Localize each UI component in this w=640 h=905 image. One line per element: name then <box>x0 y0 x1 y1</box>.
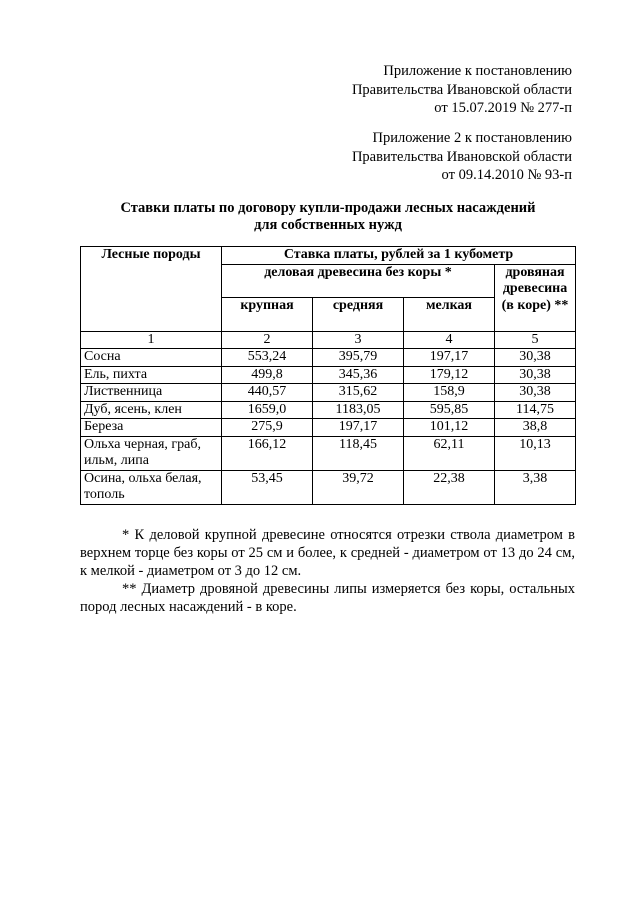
species-cell: Лиственница <box>81 384 222 402</box>
species-cell: Сосна <box>81 349 222 367</box>
rate-firewood-cell: 30,38 <box>495 384 576 402</box>
rate-firewood-cell: 3,38 <box>495 470 576 504</box>
header-large: крупная <box>222 298 313 332</box>
rate-large-cell: 275,9 <box>222 419 313 437</box>
table-row <box>81 366 576 384</box>
appendix-header-current <box>352 62 572 118</box>
header-rate: Ставка платы, рублей за 1 кубометр <box>222 247 576 265</box>
rate-firewood-cell: 38,8 <box>495 419 576 437</box>
table-row <box>81 470 576 504</box>
appendix-header-line: Правительства Ивановской области <box>351 148 572 165</box>
rate-small-cell: 22,38 <box>404 470 495 504</box>
column-number: 4 <box>404 331 495 349</box>
rate-small-cell: 179,12 <box>404 366 495 384</box>
rate-medium-cell: 315,62 <box>313 384 404 402</box>
column-number: 2 <box>222 331 313 349</box>
appendix-header-line: Приложение к постановлению <box>383 63 572 79</box>
table-row <box>81 436 576 470</box>
table-row <box>81 384 576 402</box>
table-row <box>81 401 576 419</box>
column-number: 3 <box>313 331 404 349</box>
rate-medium-cell: 39,72 <box>313 470 404 504</box>
rates-table <box>80 246 576 505</box>
rate-medium-cell: 1183,05 <box>313 401 404 419</box>
document-title <box>80 200 576 234</box>
appendix-header-line: от 15.07.2019 № 277-п <box>434 100 572 116</box>
header-small: мелкая <box>404 298 495 332</box>
rate-medium-cell: 395,79 <box>313 349 404 367</box>
species-cell: Ольха черная, граб, ильм, липа <box>81 436 222 470</box>
rate-firewood-cell: 114,75 <box>495 401 576 419</box>
rate-small-cell: 197,17 <box>404 349 495 367</box>
species-cell: Береза <box>81 419 222 437</box>
appendix-header-original <box>352 129 572 185</box>
header-firewood: дровяная древесина (в коре) ** <box>495 264 576 331</box>
table-header-row <box>81 247 576 265</box>
appendix-header-line: Правительства Ивановской области <box>351 81 572 98</box>
header-business-wood: деловая древесина без коры * <box>222 264 495 298</box>
species-cell: Ель, пихта <box>81 366 222 384</box>
rate-small-cell: 595,85 <box>404 401 495 419</box>
rate-large-cell: 53,45 <box>222 470 313 504</box>
header-species: Лесные породы <box>81 247 222 332</box>
header-medium: средняя <box>313 298 404 332</box>
rate-large-cell: 1659,0 <box>222 401 313 419</box>
rate-large-cell: 553,24 <box>222 349 313 367</box>
footnote-firewood: ** Диаметр дровяной древесины липы измеряется без коры, остальных пород лесных насаждений - в коре. <box>80 581 575 615</box>
rate-small-cell: 62,11 <box>404 436 495 470</box>
rate-firewood-cell: 30,38 <box>495 366 576 384</box>
rate-medium-cell: 118,45 <box>313 436 404 470</box>
rate-medium-cell: 345,36 <box>313 366 404 384</box>
footnote-business-wood: * К деловой крупной древесине относятся отрезки ствола диаметром в верхнем торце без коры от 25 см и более, к средней - диаметром от 13 до 24 см, к мелкой - диаметром от 3 до 12 см. <box>80 527 575 579</box>
appendix-header-line: от 09.14.2010 № 93-п <box>441 167 572 183</box>
rate-medium-cell: 197,17 <box>313 419 404 437</box>
rate-firewood-cell: 10,13 <box>495 436 576 470</box>
rate-small-cell: 101,12 <box>404 419 495 437</box>
species-cell: Осина, ольха белая, тополь <box>81 470 222 504</box>
column-number: 5 <box>495 331 576 349</box>
rate-large-cell: 440,57 <box>222 384 313 402</box>
rate-small-cell: 158,9 <box>404 384 495 402</box>
appendix-header-line: Приложение 2 к постановлению <box>372 130 572 146</box>
footnotes <box>80 526 575 616</box>
table-row <box>81 419 576 437</box>
column-number: 1 <box>81 331 222 349</box>
species-cell: Дуб, ясень, клен <box>81 401 222 419</box>
rate-large-cell: 499,8 <box>222 366 313 384</box>
column-number-row <box>81 331 576 349</box>
rate-large-cell: 166,12 <box>222 436 313 470</box>
rate-firewood-cell: 30,38 <box>495 349 576 367</box>
document-title-line: Ставки платы по договору купли-продажи лесных насаждений <box>120 200 536 216</box>
table-row <box>81 349 576 367</box>
document-title-line: для собственных нужд <box>254 217 402 233</box>
